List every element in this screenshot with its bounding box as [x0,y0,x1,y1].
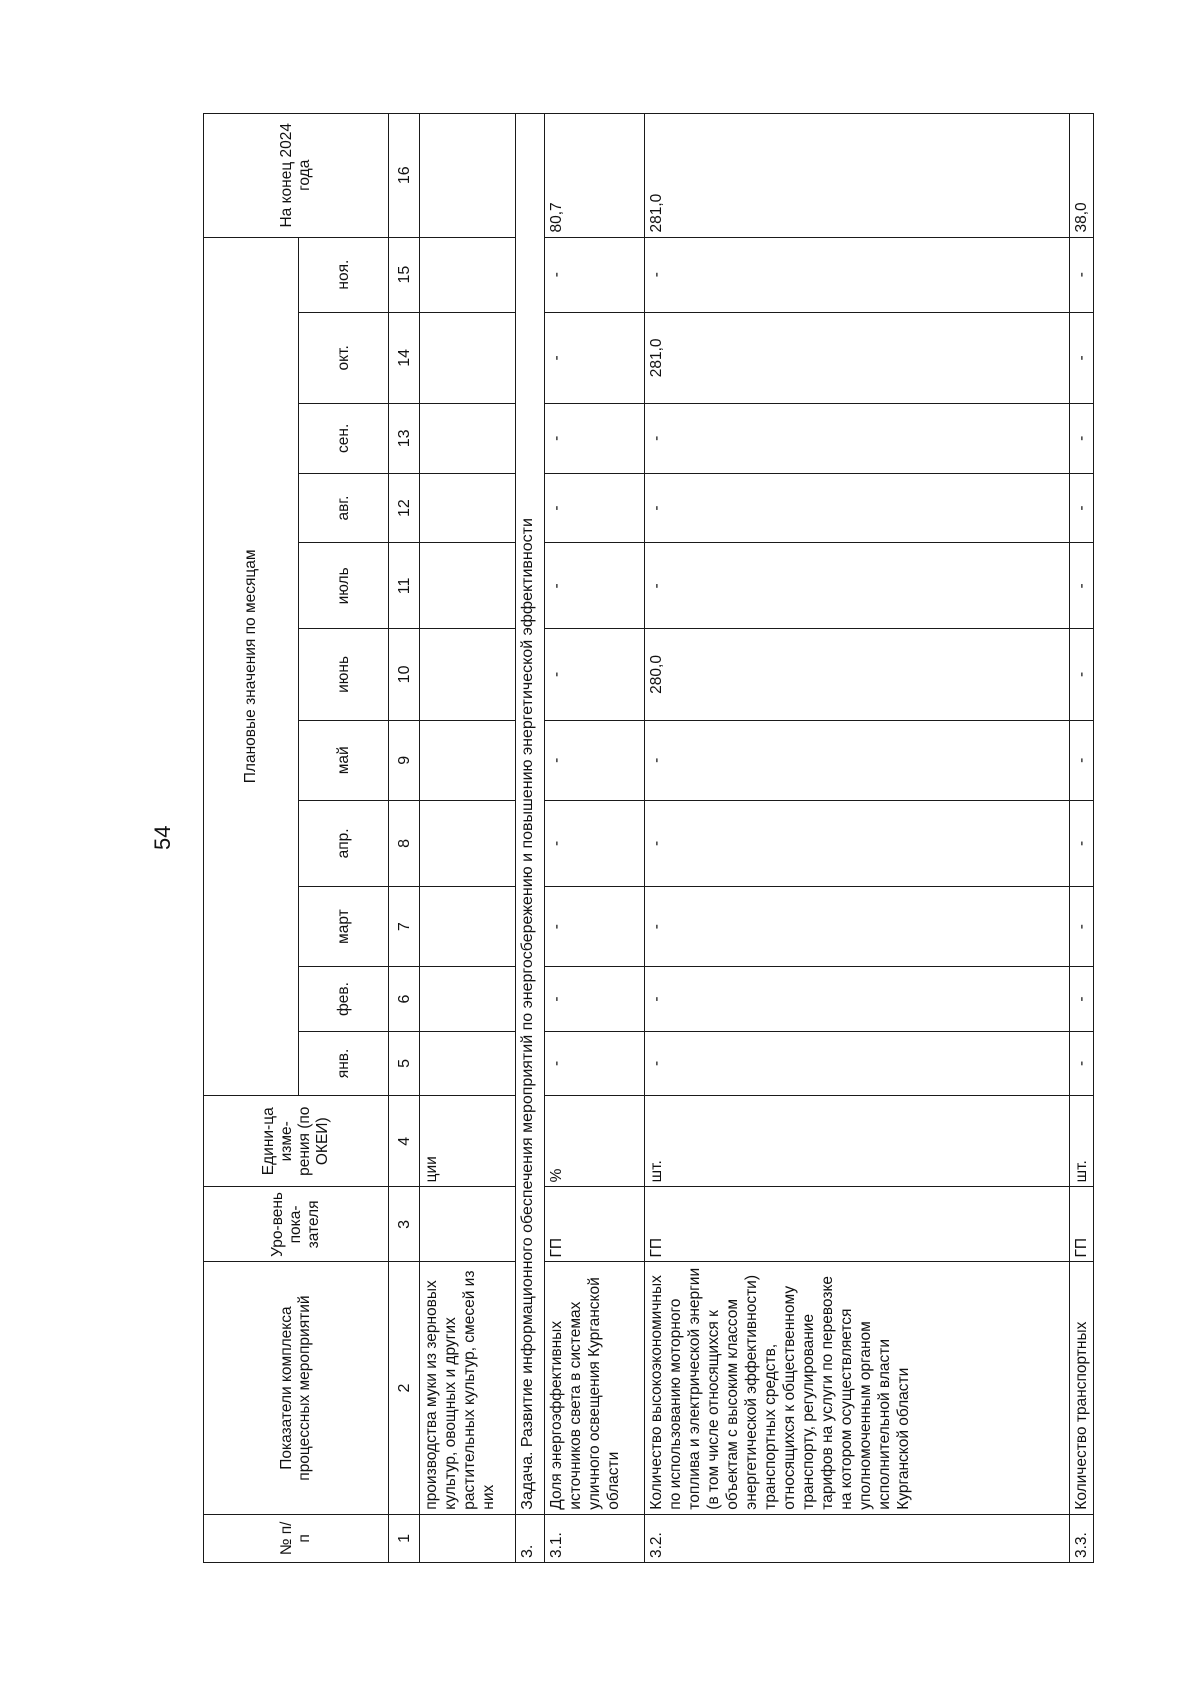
header-month: май [299,720,389,800]
empty-cell [420,473,516,543]
month-value: - [645,403,1070,473]
header-month: июль [299,543,389,629]
col-number: 1 [389,1514,420,1562]
month-value: - [645,967,1070,1031]
col-number: 15 [389,237,420,312]
empty-cell [420,801,516,887]
col-number: 7 [389,886,420,966]
row-level: ГП [545,1187,645,1262]
col-number: 10 [389,629,420,720]
month-value: - [545,967,645,1031]
header-unit: Едини-ца изме-рения (по ОКЕИ) [204,1096,389,1187]
empty-cell [420,720,516,800]
empty-cell [420,543,516,629]
month-value: - [645,886,1070,966]
month-value: - [545,720,645,800]
month-value: - [1070,312,1094,403]
header-month: сен. [299,403,389,473]
month-value: 280,0 [645,629,1070,720]
header-month: июнь [299,629,389,720]
header-month: ноя. [299,237,389,312]
month-value: - [545,629,645,720]
month-value: - [545,801,645,887]
row-unit: ции [420,1096,516,1187]
col-number: 12 [389,473,420,543]
end-of-year-value: 80,7 [545,114,645,238]
row-num [420,1514,516,1562]
header-plan: Плановые значения по месяцам [204,237,299,1096]
col-number: 4 [389,1096,420,1187]
month-value: - [1070,801,1094,887]
row-unit: шт. [645,1096,1070,1187]
rotated-table-container [203,113,1090,1563]
month-value: - [545,237,645,312]
month-value: - [645,801,1070,887]
header-num: № п/п [204,1514,389,1562]
empty-cell [420,886,516,966]
month-value: - [1070,543,1094,629]
empty-cell [420,629,516,720]
continuation-row [420,114,516,1563]
month-value: - [545,473,645,543]
col-number: 3 [389,1187,420,1262]
row-num: 3.2. [645,1514,1070,1562]
col-number: 8 [389,801,420,887]
month-value: - [645,1031,1070,1095]
row-num: 3.1. [545,1514,645,1562]
month-value: - [1070,967,1094,1031]
col-number: 16 [389,114,420,238]
row-indicator: Доля энергоэффективных источников света в системах уличного освещения Курганской области [545,1262,645,1514]
row-indicator: производства муки из зерновых культур, овощных и других растительных культур, смесей из них [420,1262,516,1514]
month-value: - [545,886,645,966]
empty-cell [420,114,516,238]
col-number: 11 [389,543,420,629]
month-value: - [1070,237,1094,312]
header-month: фев. [299,967,389,1031]
header-indicator: Показатели комплекса процессных мероприятий [204,1262,389,1514]
month-value: - [1070,1031,1094,1095]
header-month: янв. [299,1031,389,1095]
col-number: 6 [389,967,420,1031]
month-value: - [645,543,1070,629]
row-level: ГП [1070,1187,1094,1262]
table-row [1070,114,1094,1563]
empty-cell [420,967,516,1031]
task-num: 3. [516,1514,545,1562]
row-level [420,1187,516,1262]
empty-cell [420,1031,516,1095]
row-num: 3.3. [1070,1514,1094,1562]
row-level: ГП [645,1187,1070,1262]
month-value: - [1070,886,1094,966]
month-value: - [645,237,1070,312]
table-row [645,114,1070,1563]
month-value: - [545,312,645,403]
empty-cell [420,237,516,312]
month-value: - [645,720,1070,800]
empty-cell [420,403,516,473]
col-number: 13 [389,403,420,473]
header-level: Уро-вень пока-зателя [204,1187,389,1262]
header-end-of-year: На конец 2024 года [204,114,389,238]
column-number-row [389,114,420,1563]
indicators-table [203,113,1094,1563]
col-number: 14 [389,312,420,403]
header-month: окт. [299,312,389,403]
row-indicator: Количество высокоэкономичных по использованию моторного топлива и электрической энергии (в том числе относящихся к объектам с высоким классом энергетической эффективности) транспортных средств, относящихся к общественному транспорту, регулирование тарифов на услуги по перевозке на котором осуществляется уполномоченным органом исполнительной власти Курганской области [645,1262,1070,1514]
month-value: - [545,403,645,473]
row-unit: % [545,1096,645,1187]
row-indicator: Количество транспортных [1070,1262,1094,1514]
month-value: - [545,1031,645,1095]
end-of-year-value: 281,0 [645,114,1070,238]
month-value: - [1070,403,1094,473]
col-number: 2 [389,1262,420,1514]
month-value: - [1070,720,1094,800]
row-unit: шт. [1070,1096,1094,1187]
month-value: - [545,543,645,629]
month-value: - [1070,629,1094,720]
col-number: 5 [389,1031,420,1095]
month-value: - [1070,473,1094,543]
task-text: Задача. Развитие информационного обеспечения мероприятий по энергосбережению и повышению энергетической эффективности [516,114,545,1515]
header-month: авг. [299,473,389,543]
header-month: апр. [299,801,389,887]
end-of-year-value: 38,0 [1070,114,1094,238]
page-number: 54 [150,825,175,850]
empty-cell [420,312,516,403]
task-row [516,114,545,1563]
month-value: - [645,473,1070,543]
month-value: 281,0 [645,312,1070,403]
table-row [545,114,645,1563]
col-number: 9 [389,720,420,800]
header-month: март [299,886,389,966]
